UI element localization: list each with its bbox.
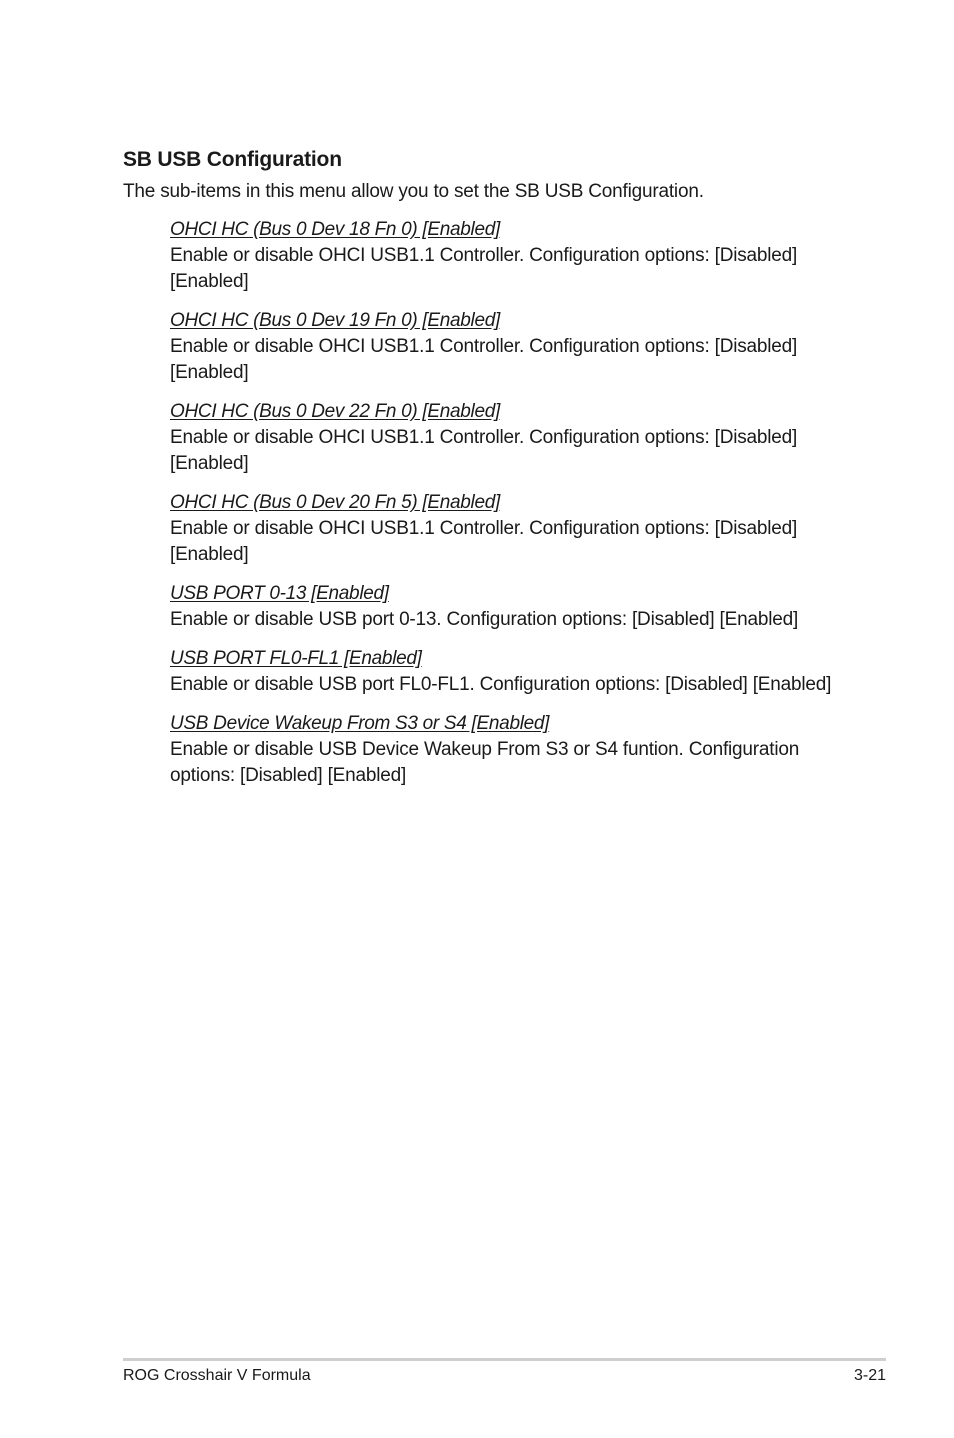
setting-item-usb-port-fl0-fl1 (170, 646, 834, 698)
setting-description: Enable or disable USB Device Wakeup From S3 or S4 funtion. Configuration options: [Disabled] [Enabled] (170, 739, 800, 786)
setting-description: Enable or disable USB port FL0-FL1. Configuration options: [Disabled] [Enabled] (170, 674, 832, 695)
setting-title: OHCI HC (Bus 0 Dev 19 Fn 0) [Enabled] (170, 310, 500, 331)
setting-item-usb-wakeup (170, 711, 834, 789)
setting-description: Enable or disable OHCI USB1.1 Controller. Configuration options: [Disabled] [Enabled] (170, 427, 798, 474)
setting-title: USB Device Wakeup From S3 or S4 [Enabled] (170, 713, 550, 734)
setting-item-ohci-dev19 (170, 308, 834, 386)
setting-title: OHCI HC (Bus 0 Dev 20 Fn 5) [Enabled] (170, 492, 500, 513)
setting-description: Enable or disable OHCI USB1.1 Controller. Configuration options: [Disabled] [Enabled] (170, 518, 798, 565)
setting-title: USB PORT 0-13 [Enabled] (170, 583, 389, 604)
setting-title: OHCI HC (Bus 0 Dev 18 Fn 0) [Enabled] (170, 219, 500, 240)
settings-list (170, 217, 834, 789)
footer-page-number: 3-21 (853, 1367, 886, 1384)
setting-item-ohci-dev18 (170, 217, 834, 295)
setting-item-ohci-dev22 (170, 399, 834, 477)
footer-product-name: ROG Crosshair V Formula (123, 1367, 311, 1384)
setting-title: OHCI HC (Bus 0 Dev 22 Fn 0) [Enabled] (170, 401, 500, 422)
footer-divider (123, 1358, 886, 1361)
setting-item-ohci-dev20 (170, 490, 834, 568)
setting-description: Enable or disable USB port 0-13. Configuration options: [Disabled] [Enabled] (170, 609, 799, 630)
section-intro: The sub-items in this menu allow you to set the SB USB Configuration. (123, 181, 704, 202)
page-content (123, 145, 833, 802)
setting-description: Enable or disable OHCI USB1.1 Controller. Configuration options: [Disabled] [Enabled] (170, 245, 798, 292)
setting-description: Enable or disable OHCI USB1.1 Controller. Configuration options: [Disabled] [Enabled] (170, 336, 798, 383)
setting-item-usb-port-0-13 (170, 581, 834, 633)
section-title: SB USB Configuration (123, 148, 342, 171)
setting-title: USB PORT FL0-FL1 [Enabled] (170, 648, 422, 669)
